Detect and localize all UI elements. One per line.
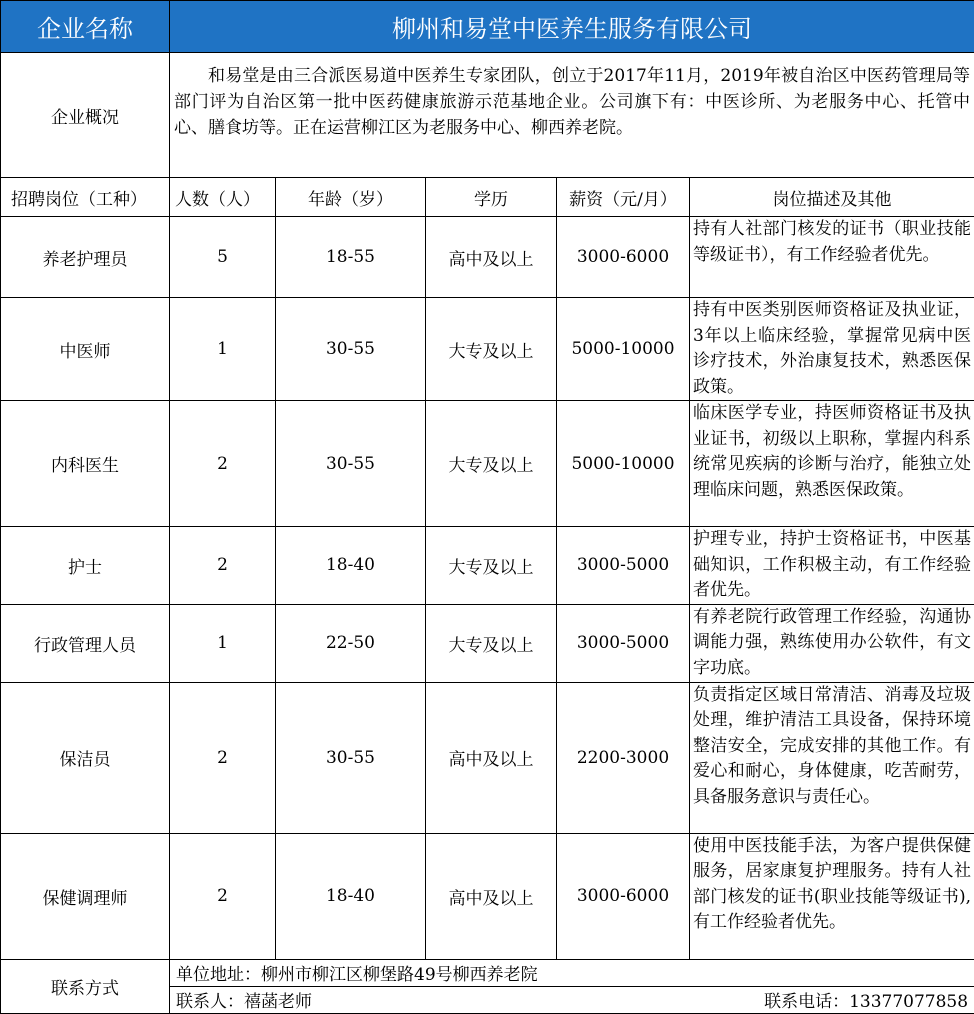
job-salary: 3000-5000 — [557, 604, 690, 682]
job-salary: 2200-3000 — [557, 682, 690, 833]
job-education: 高中及以上 — [426, 833, 557, 959]
col-header-age: 年龄（岁） — [276, 178, 426, 217]
job-salary: 5000-10000 — [557, 298, 690, 401]
job-education: 大专及以上 — [426, 527, 557, 605]
job-age: 30-55 — [276, 682, 426, 833]
job-description: 护理专业，持护士资格证书，中医基础知识，工作积极主动，有工作经验者优先。 — [690, 527, 974, 605]
job-count: 5 — [170, 217, 276, 298]
table-row — [1, 604, 974, 682]
job-title: 养老护理员 — [1, 217, 170, 298]
overview-row — [1, 53, 974, 178]
job-description: 使用中医技能手法，为客户提供保健服务，居家康复护理服务。持有人社部门核发的证书(职业技能等级证书),有工作经验者优先。 — [690, 833, 974, 959]
col-header-count: 人数（人） — [170, 178, 276, 217]
job-education: 高中及以上 — [426, 217, 557, 298]
col-header-education: 学历 — [426, 178, 557, 217]
overview-label: 企业概况 — [1, 53, 170, 178]
job-count: 2 — [170, 401, 276, 527]
job-age: 22-50 — [276, 604, 426, 682]
overview-text: 和易堂是由三合派医易道中医养生专家团队，创立于2017年11月，2019年被自治区中医药管理局等部门评为自治区第一批中医药健康旅游示范基地企业。公司旗下有：中医诊所、为老服务中心、托管中心、膳食坊等。正在运营柳江区为老服务中心、柳西养老院。 — [170, 53, 974, 178]
job-count: 2 — [170, 833, 276, 959]
company-name: 柳州和易堂中医养生服务有限公司 — [170, 1, 974, 53]
job-education: 大专及以上 — [426, 401, 557, 527]
job-salary: 5000-10000 — [557, 401, 690, 527]
job-age: 18-40 — [276, 833, 426, 959]
job-count: 1 — [170, 298, 276, 401]
contact-address: 单位地址：柳州市柳江区柳堡路49号柳西养老院 — [170, 959, 974, 986]
table-row — [1, 833, 974, 959]
job-count: 2 — [170, 682, 276, 833]
job-description: 持有人社部门核发的证书（职业技能等级证书），有工作经验者优先。 — [690, 217, 974, 298]
contact-label: 联系方式 — [1, 959, 170, 1013]
job-salary: 3000-6000 — [557, 217, 690, 298]
job-description: 持有中医类别医师资格证及执业证，3年以上临床经验，掌握常见病中医诊疗技术，外治康复技术，熟悉医保政策。 — [690, 298, 974, 401]
job-count: 2 — [170, 527, 276, 605]
job-salary: 3000-5000 — [557, 527, 690, 605]
job-title: 保洁员 — [1, 682, 170, 833]
table-row — [1, 217, 974, 298]
job-title: 护士 — [1, 527, 170, 605]
job-age: 30-55 — [276, 298, 426, 401]
table-row — [1, 682, 974, 833]
job-age: 30-55 — [276, 401, 426, 527]
contact-phone: 联系电话：13377077858 — [764, 987, 968, 1012]
job-title: 行政管理人员 — [1, 604, 170, 682]
job-education: 大专及以上 — [426, 298, 557, 401]
table-row — [1, 298, 974, 401]
job-title: 内科医生 — [1, 401, 170, 527]
job-count: 1 — [170, 604, 276, 682]
contact-person-cell — [170, 986, 974, 1013]
column-header-row — [1, 178, 974, 217]
col-header-description: 岗位描述及其他 — [690, 178, 974, 217]
col-header-salary: 薪资（元/月） — [557, 178, 690, 217]
table-row — [1, 401, 974, 527]
contact-row-address — [1, 959, 974, 986]
job-title: 中医师 — [1, 298, 170, 401]
job-age: 18-40 — [276, 527, 426, 605]
header-row — [1, 1, 974, 53]
job-education: 大专及以上 — [426, 604, 557, 682]
job-title: 保健调理师 — [1, 833, 170, 959]
job-description: 临床医学专业，持医师资格证书及执业证书，初级以上职称，掌握内科系统常见疾病的诊断与治疗，能独立处理临床问题，熟悉医保政策。 — [690, 401, 974, 527]
company-name-label: 企业名称 — [1, 1, 170, 53]
table-row — [1, 527, 974, 605]
job-description: 有养老院行政管理工作经验，沟通协调能力强，熟练使用办公软件，有文字功底。 — [690, 604, 974, 682]
job-salary: 3000-6000 — [557, 833, 690, 959]
job-age: 18-55 — [276, 217, 426, 298]
contact-person: 联系人：禧菡老师 — [176, 992, 312, 1012]
job-description: 负责指定区域日常清洁、消毒及垃圾处理，维护清洁工具设备，保持环境整洁安全，完成安排的其他工作。有爱心和耐心，身体健康，吃苦耐劳，具备服务意识与责任心。 — [690, 682, 974, 833]
col-header-position: 招聘岗位（工种） — [1, 178, 170, 217]
job-education: 高中及以上 — [426, 682, 557, 833]
